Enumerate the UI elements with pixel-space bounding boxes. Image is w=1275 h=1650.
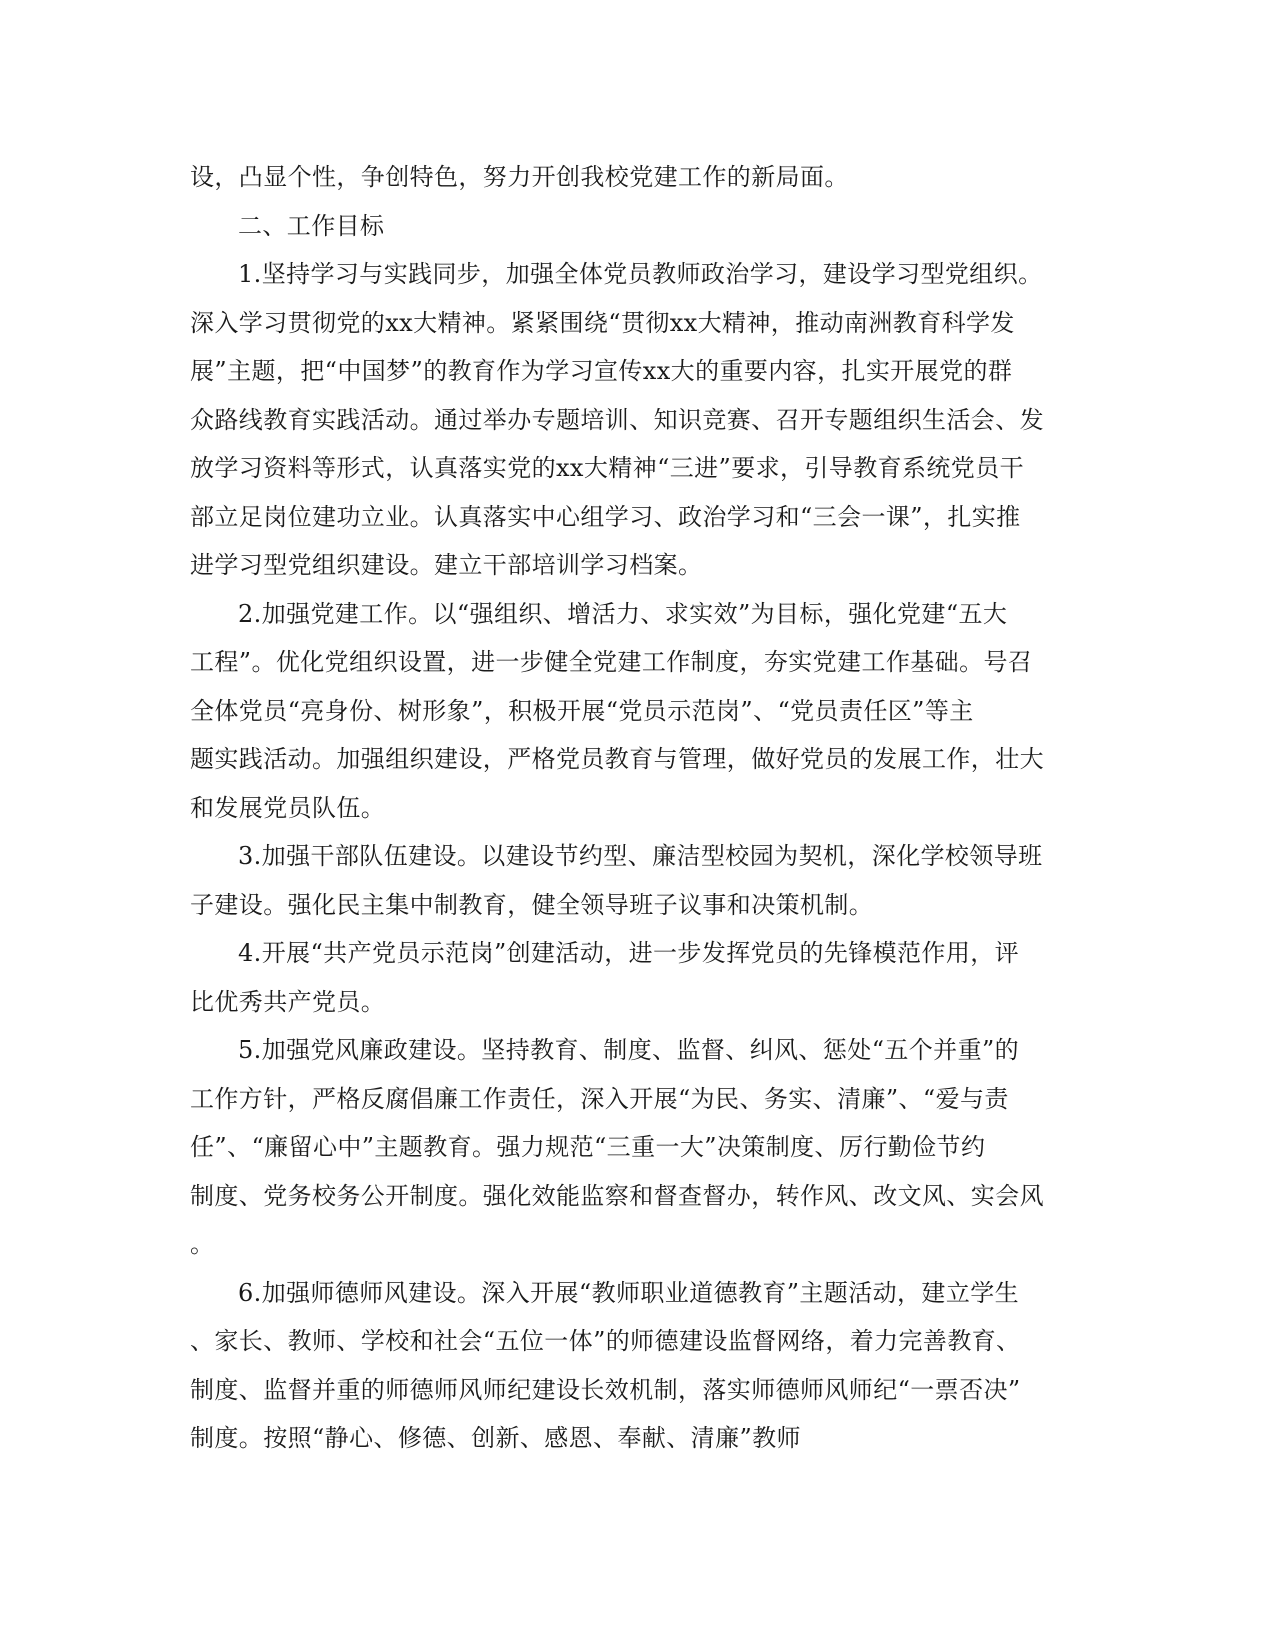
paragraph-goal-3: 3.加强干部队伍建设。以建设节约型、廉洁型校园为契机，深化学校领导班 子建设。强化民主集中制教育，健全领导班子议事和决策机制。 xyxy=(190,842,1043,919)
paragraph-goal-1: 1.坚持学习与实践同步，加强全体党员教师政治学习，建设学习型党组织。 深入学习贯彻党的xx大精神。紧紧围绕“贯彻xx大精神，推动南洲教育科学发 展”主题，把“中国梦”的教育作为学习宣传xx大的重要内容，扎实开展党的群 众路线教育实践活动。通过举办专题培训、知识竞赛、召开专题组织生活会、发 放学习资料等形式，认真落实党的xx大精神“三进”要求，引导教育系统党员干 部立足岗位建功立业。认真落实中心组学习、政治学习和“三会一课”，扎实推 进学习型党组织建设。建立干部培训学习档案。 xyxy=(190,260,1044,579)
document-body xyxy=(190,153,1075,1463)
paragraph-goal-4: 4.开展“共产党员示范岗”创建活动，进一步发挥党员的先锋模范作用，评 比优秀共产党员。 xyxy=(190,939,1020,1016)
section-heading-work-goals: 二、工作目标 xyxy=(238,211,385,240)
paragraph-goal-6: 6.加强师德师风建设。深入开展“教师职业道德教育”主题活动，建立学生 、家长、教师、学校和社会“五位一体”的师德建设监督网络，着力完善教育、 制度、监督并重的师德师风师纪建设长效机制，落实师德师风师纪“一票否决” 制度。按照“静心、修德、创新、感恩、奉献、清廉”教师 xyxy=(190,1278,1021,1452)
paragraph-goal-5: 5.加强党风廉政建设。坚持教育、制度、监督、纠风、惩处“五个并重”的 工作方针，严格反腐倡廉工作责任，深入开展“为民、务实、清廉”、“爱与责 任”、“廉留心中”主题教育。强力规范“三重一大”决策制度、厉行勤俭节约 制度、党务校务公开制度。强化效能监察和督查督办，转作风、改文风、实会风 。 xyxy=(190,1036,1044,1258)
paragraph-continuation: 设，凸显个性，争创特色，努力开创我校党建工作的新局面。 xyxy=(190,163,849,191)
paragraph-goal-2: 2.加强党建工作。以“强组织、增活力、求实效”为目标，强化党建“五大 工程”。优化党组织设置，进一步健全党建工作制度，夯实党建工作基础。号召 全体党员“亮身份、树形象”，积极开展“党员示范岗”、“党员责任区”等主 题实践活动。加强组织建设，严格党员教育与管理，做好党员的发展工作，壮大 和发展党员队伍。 xyxy=(190,599,1044,822)
